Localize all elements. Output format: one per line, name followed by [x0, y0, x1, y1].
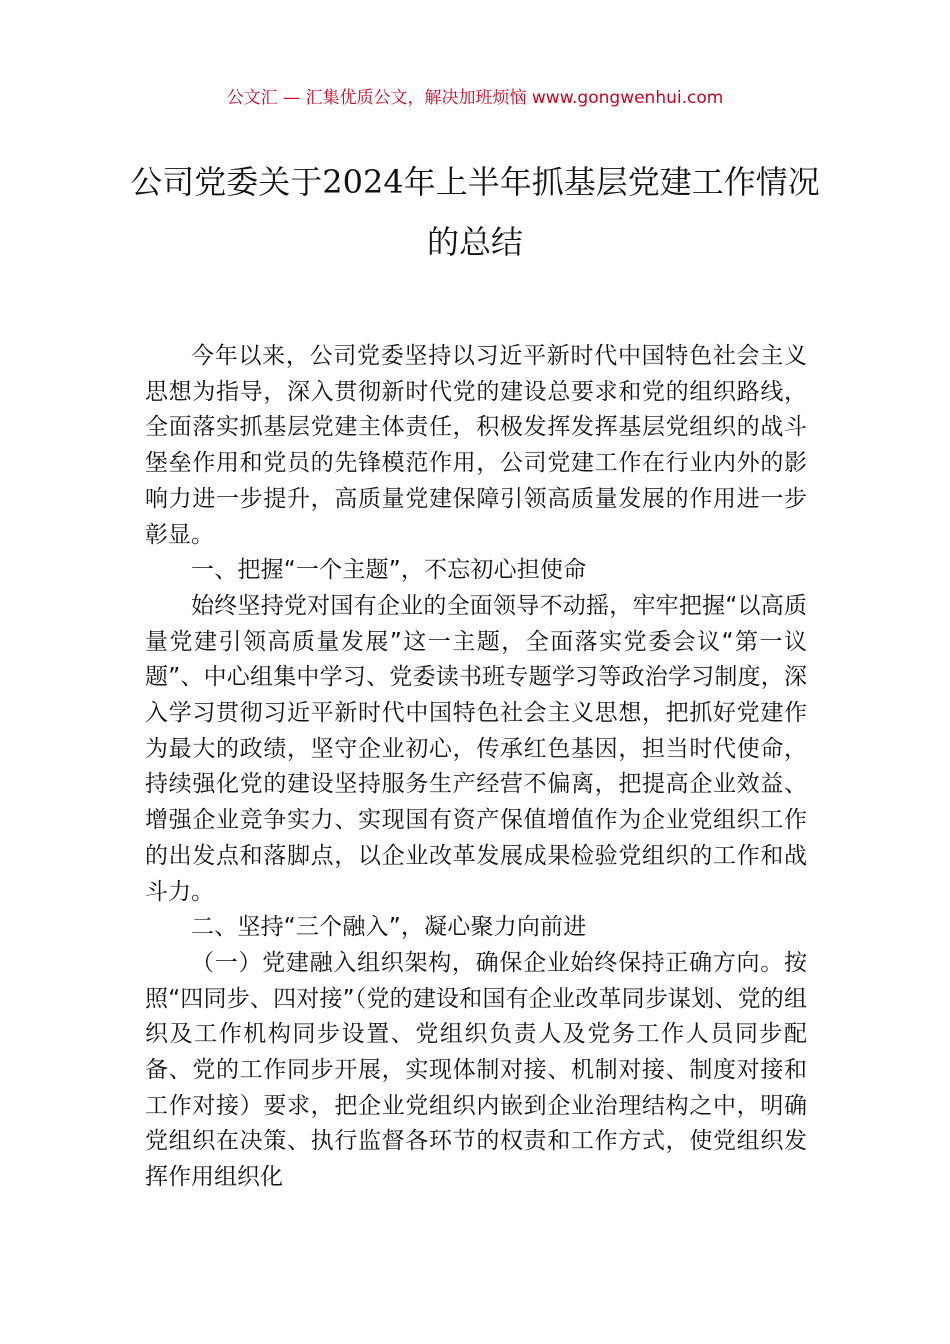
section-1-paragraph: 始终坚持党对国有企业的全面领导不动摇，牢牢把握“以高质量党建引领高质量发展”这一主题，全面落实党委会议“第一议题”、中心组集中学习、党委读书班专题学习等政治学习制度，深入学习贯彻习近平新时代中国特色社会主义思想，把抓好党建作为最大的政绩，坚守企业初心，传承红色基因，担当时代使命，持续强化党的建设坚持服务生产经营不偏离，把提高企业效益、增强企业竞争实力、实现国有资产保值增值作为企业党组织工作的出发点和落脚点，以企业改革发展成果检验党组织的工作和战斗力。: [145, 592, 807, 905]
document-title: 公司党委关于2024年上半年抓基层党建工作情况的总结: [130, 163, 820, 261]
section-2-paragraph: （一）党建融入组织架构，确保企业始终保持正确方向。按照“四同步、四对接”（党的建设和国有企业改革同步谋划、党的组织及工作机构同步设置、党组织负责人及党务工作人员同步配备、党的工作同步开展，实现体制对接、机制对接、制度对接和工作对接）要求，把企业党组织内嵌到企业治理结构之中，明确党组织在决策、执行监督各环节的权责和工作方式，使党组织发挥作用组织化: [145, 949, 807, 1191]
section-heading-1: 一、把握“一个主题”，不忘初心担使命: [191, 557, 587, 584]
header-banner: 公文汇 — 汇集优质公文，解决加班烦恼 www.gongwenhui.com: [226, 88, 724, 108]
section-heading-2: 二、坚持“三个融入”，凝心聚力向前进: [191, 914, 587, 941]
document-body: [145, 339, 807, 1196]
intro-paragraph: 今年以来，公司党委坚持以习近平新时代中国特色社会主义思想为指导，深入贯彻新时代党的建设总要求和党的组织路线，全面落实抓基层党建主体责任，积极发挥发挥基层党组织的战斗堡垒作用和党员的先锋模范作用，公司党建工作在行业内外的影响力进一步提升，高质量党建保障引领高质量发展的作用进一步彰显。: [145, 343, 807, 548]
